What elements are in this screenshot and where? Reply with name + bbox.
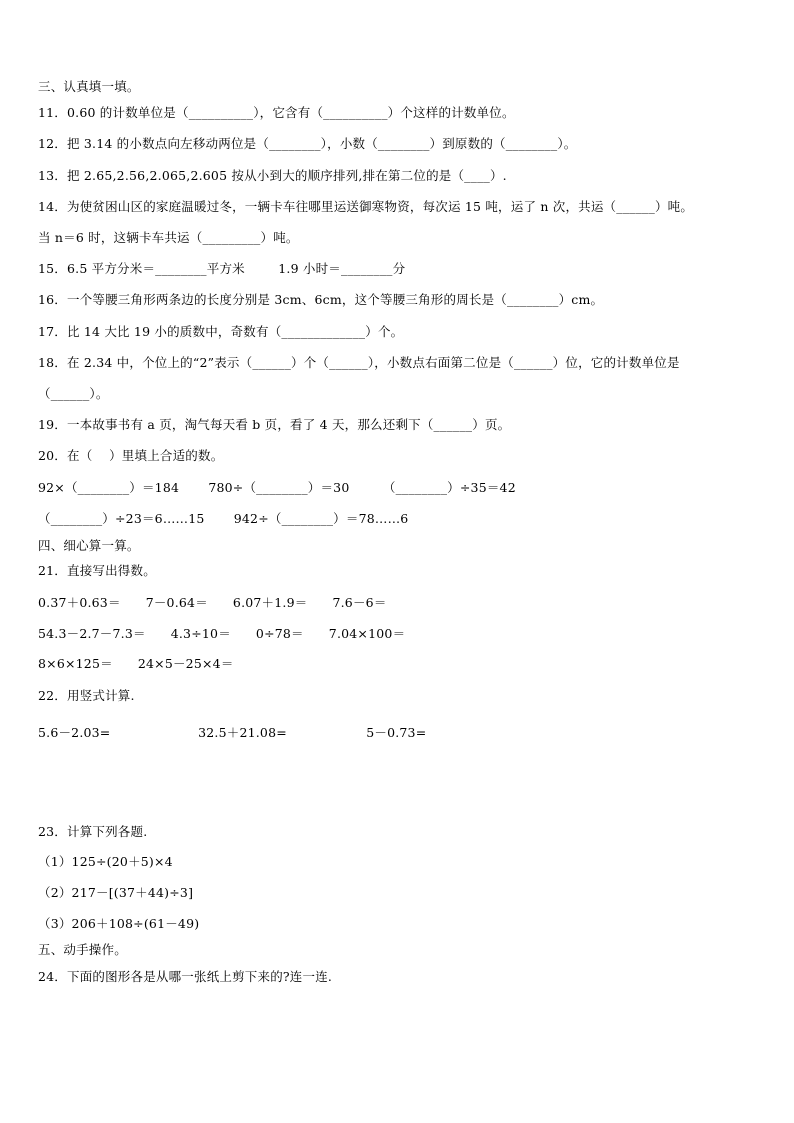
question-23-part-3: （3）206＋108÷(61－49): [38, 916, 200, 931]
section-heading-calculate: 四、细心算一算。: [38, 538, 140, 553]
question-14-line-1: 14．为使贫困山区的家庭温暖过冬，一辆卡车往哪里运送御寒物资，每次运 15 吨，运了 n 次，共运（______）吨。: [38, 199, 694, 214]
question-21-row-2: 54.3－2.7－7.3＝ 4.3÷10＝ 0÷78＝ 7.04×100＝: [38, 626, 406, 641]
question-19: 19．一本故事书有 a 页，淘气每天看 b 页，看了 4 天，那么还剩下（______）页。: [38, 417, 511, 432]
question-18-line-1: 18．在 2.34 中，个位上的“2”表示（______）个（______），小数点右面第二位是（______）位，它的计数单位是: [38, 355, 680, 370]
question-20: 20．在（ ）里填上合适的数。: [38, 448, 224, 463]
question-21: 21．直接写出得数。: [38, 563, 156, 578]
question-20-row-2: （________）÷23＝6……15 942÷（________）＝78……6: [38, 511, 409, 526]
question-22: 22．用竖式计算.: [38, 688, 135, 703]
question-22-problems: 5.6－2.03= 32.5＋21.08= 5－0.73=: [38, 725, 427, 740]
question-14-line-2: 当 n＝6 时，这辆卡车共运（_________）吨。: [38, 230, 299, 245]
question-13: 13．把 2.65,2.56,2.065,2.605 按从小到大的顺序排列,排在第二位的是（____）.: [38, 168, 507, 183]
section-heading-fill-in: 三、认真填一填。: [38, 79, 140, 94]
question-23-part-1: （1）125÷(20＋5)×4: [38, 854, 173, 869]
question-21-row-3: 8×6×125＝ 24×5－25×4＝: [38, 656, 234, 671]
question-24: 24．下面的图形各是从哪一张纸上剪下来的?连一连.: [38, 969, 333, 984]
section-heading-hands-on: 五、动手操作。: [38, 942, 127, 957]
question-23-part-2: （2）217－[(37＋44)÷3]: [38, 885, 194, 900]
question-21-row-1: 0.37＋0.63＝ 7－0.64＝ 6.07＋1.9＝ 7.6－6＝: [38, 595, 387, 610]
question-11: 11．0.60 的计数单位是（__________），它含有（__________）个这样的计数单位。: [38, 105, 515, 120]
question-23: 23．计算下列各题.: [38, 824, 148, 839]
question-12: 12．把 3.14 的小数点向左移动两位是（________），小数（________）到原数的（________）。: [38, 136, 577, 151]
question-17: 17．比 14 大比 19 小的质数中，奇数有（_____________）个。: [38, 324, 404, 339]
question-15: 15．6.5 平方分米＝________平方米 1.9 小时＝________分: [38, 261, 406, 276]
question-18-line-2: （______）。: [38, 386, 109, 401]
question-20-row-1: 92×（________）＝184 780÷（________）＝30 （________）÷35＝42: [38, 480, 516, 495]
question-16: 16．一个等腰三角形两条边的长度分别是 3cm、6cm，这个等腰三角形的周长是（________）cm。: [38, 292, 604, 307]
